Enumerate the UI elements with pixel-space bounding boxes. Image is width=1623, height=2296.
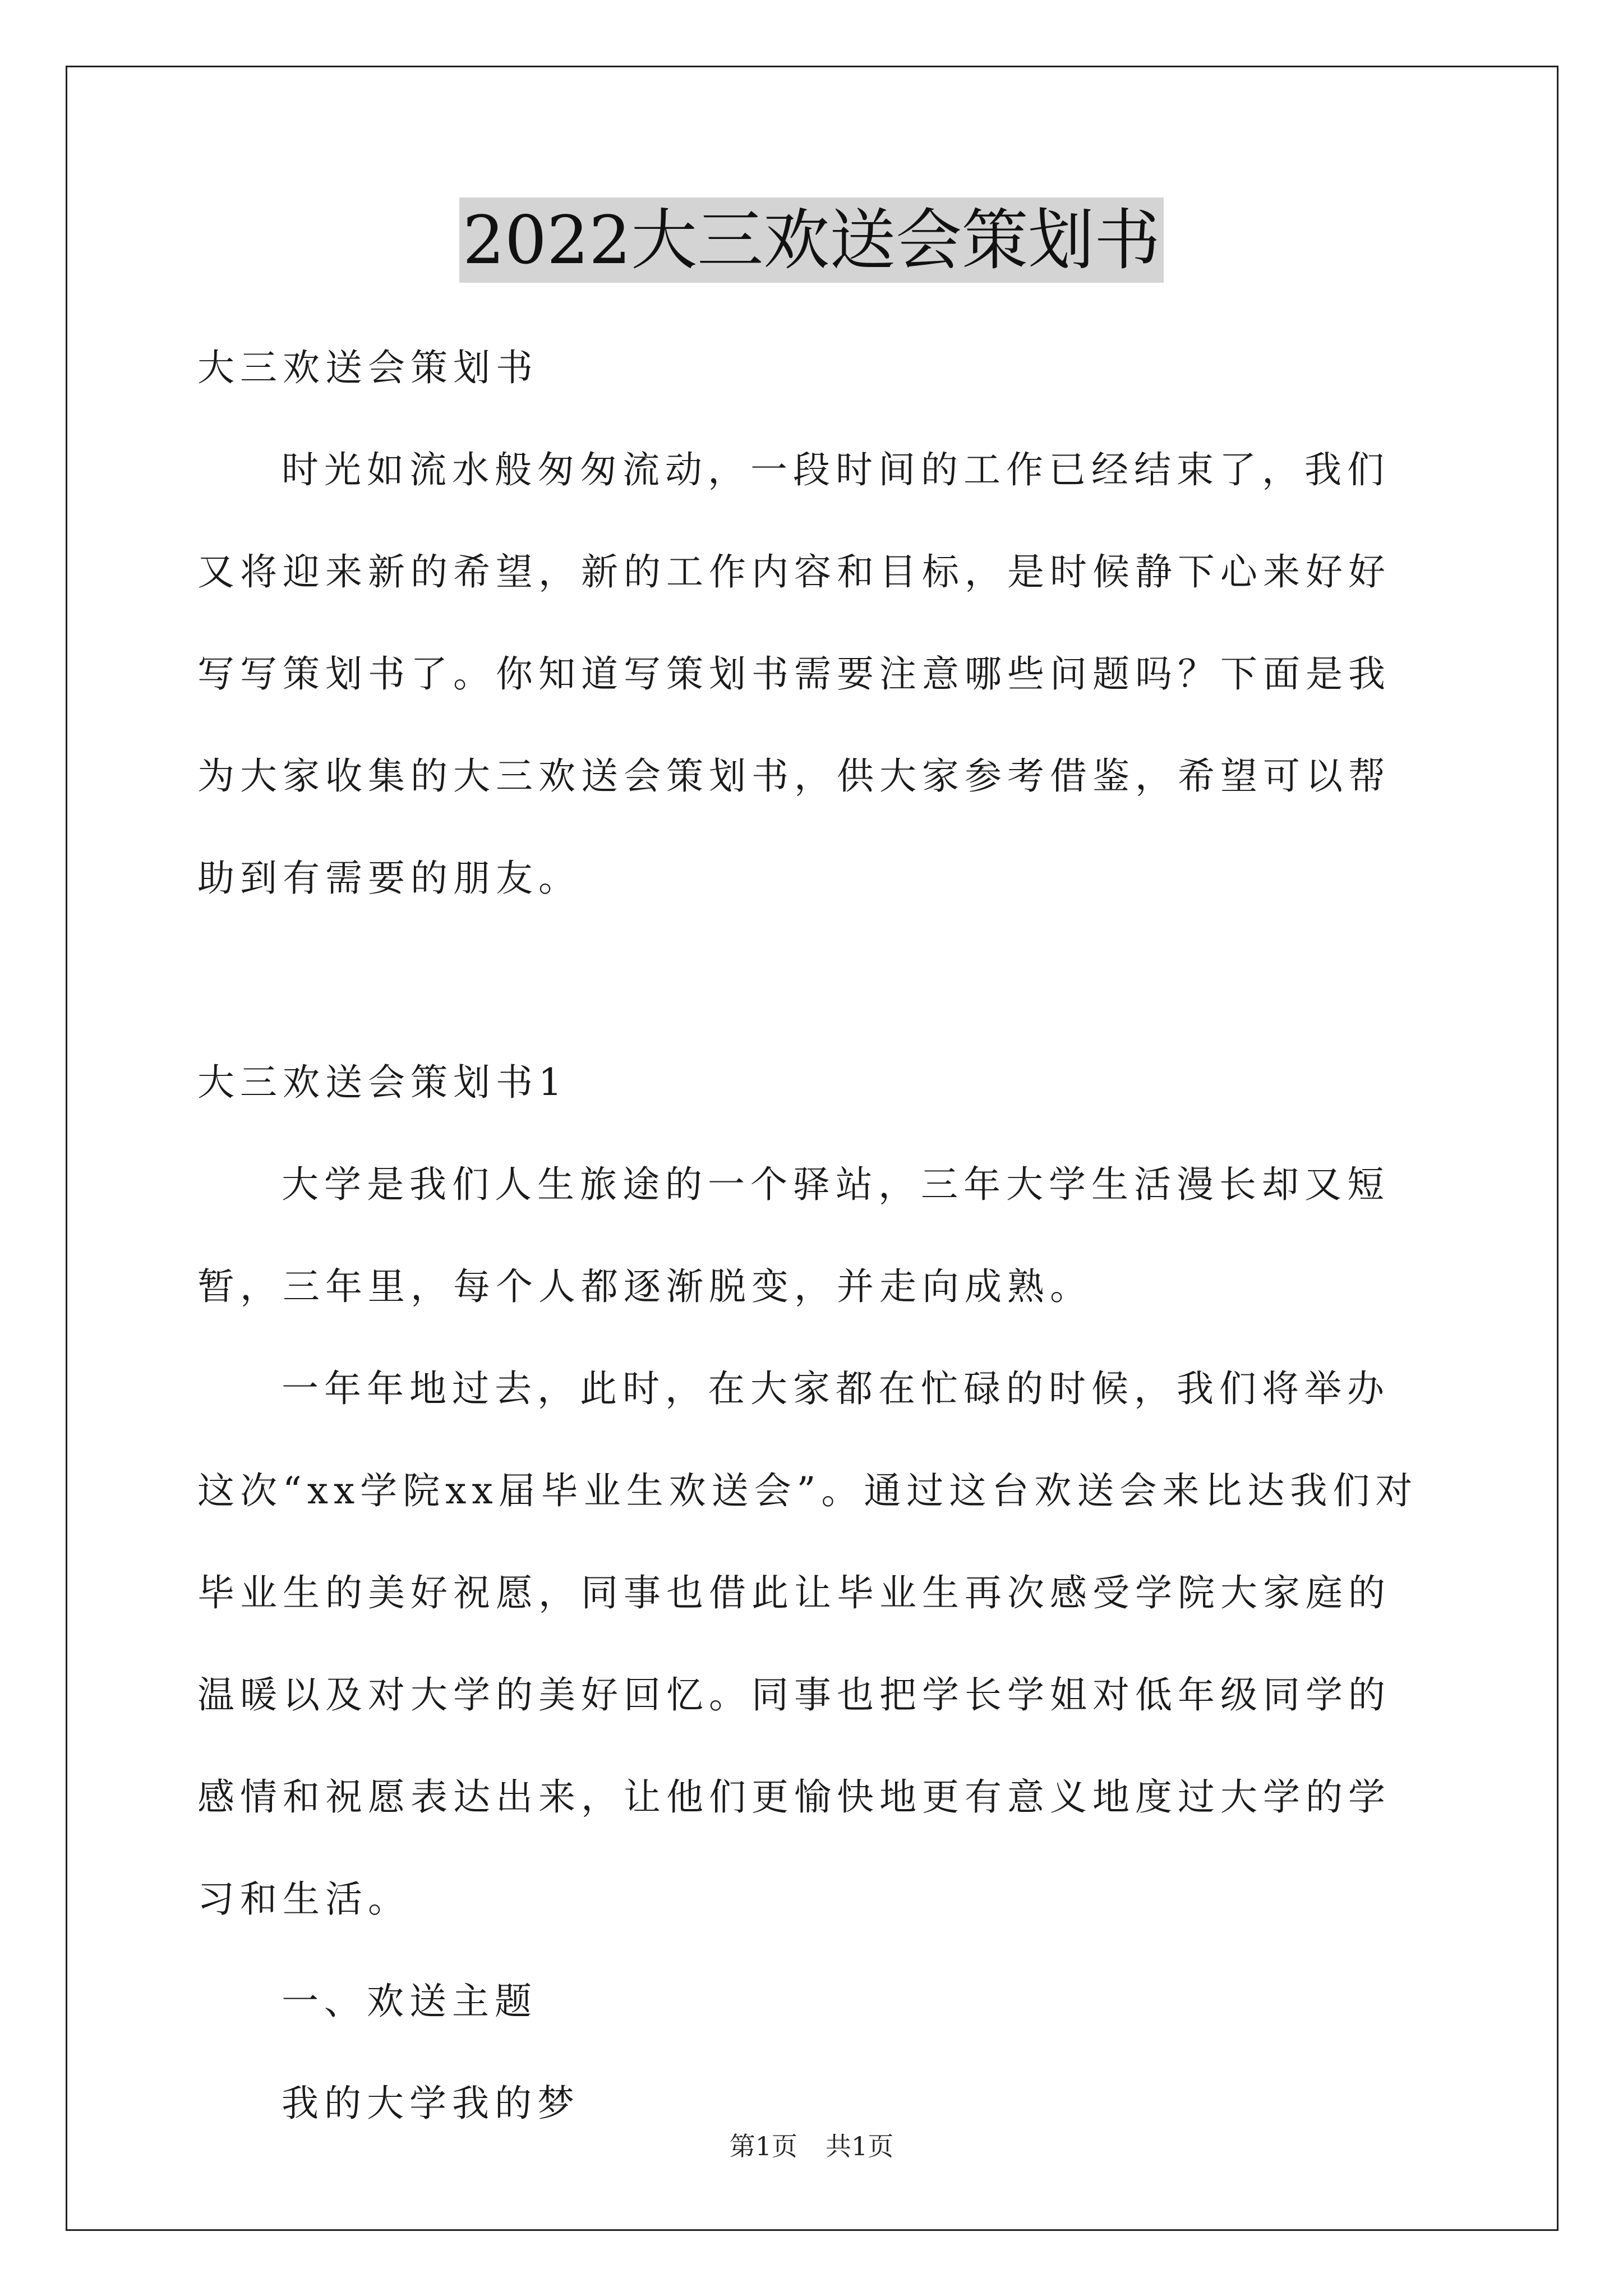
body-paragraph: 一年年地过去，此时，在大家都在忙碌的时候，我们将举办这次“xx学院xx届毕业生欢送会”。通过这台欢送会来比达我们对毕业生的美好祝愿，同事也借此让毕业生再次感受学院大家庭的温暖以及对大学的美好回忆。同事也把学长学姐对低年级同学的感情和祝愿表达出来，让他们更愉快地更有意义地度过大学的学习和生活。 — [197, 1367, 1418, 1921]
list-heading: 一、欢送主题 — [282, 1980, 537, 2023]
document-title: 2022大三欢送会策划书 — [459, 197, 1164, 283]
page-number: 第1页 — [729, 2131, 797, 2161]
paragraph-gap — [197, 930, 1431, 1032]
theme-paragraph: 我的大学我的梦 — [282, 2082, 580, 2125]
subtitle-paragraph: 大三欢送会策划书 — [197, 346, 538, 389]
body-paragraph: 大学是我们人生旅途的一个驿站，三年大学生活漫长却又短暂，三年里，每个人都逐渐脱变，并走向成熟。 — [197, 1163, 1390, 1308]
title-container — [0, 197, 1623, 283]
page-total: 共1页 — [826, 2131, 894, 2161]
page-footer — [0, 2129, 1623, 2163]
document-body — [197, 317, 1431, 2155]
intro-paragraph: 时光如流水般匆匆流动，一段时间的工作已经结束了，我们又将迎来新的希望，新的工作内容和目标，是时候静下心来好好写写策划书了。你知道写策划书需要注意哪些问题吗？下面是我为大家收集的大三欢送会策划书，供大家参考借鉴，希望可以帮助到有需要的朋友。 — [197, 448, 1391, 900]
section-heading: 大三欢送会策划书1 — [197, 1061, 568, 1104]
